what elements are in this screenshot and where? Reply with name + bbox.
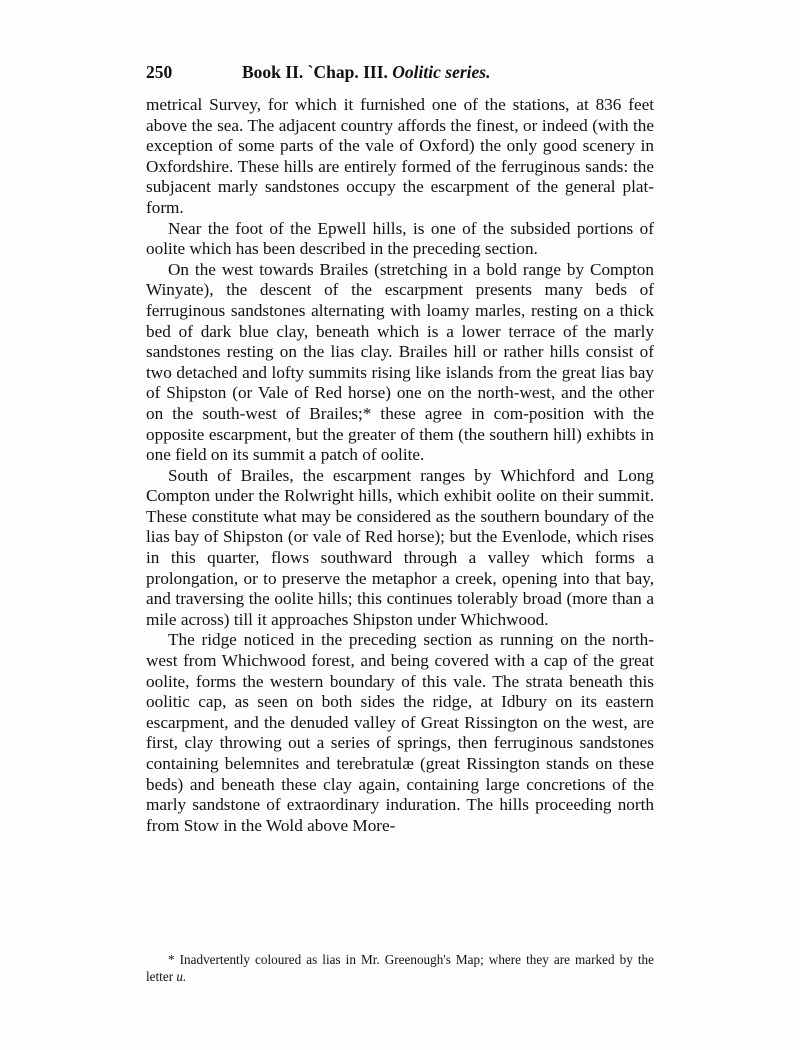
series-label: Oolitic series. <box>392 62 491 82</box>
paragraph: South of Brailes, the escarpment ranges by Whichford and Long Compton under the Rolwright hills, which exhibit oolite on their summit. These constitute what may be considered as the southern boundary of the lias bay of Shipston (or vale of Red horse); but the Evenlode, which rises in this quarter, flows southward through a valley which forms a prolongation, or to preserve the metaphor a creek, opening into that bay, and traversing the oolite hills; this continues tolerably broad (more than a mile across) till it approaches Shipston under Whichwood. <box>146 465 654 629</box>
running-header <box>146 62 656 90</box>
chapter-label: `Chap. III. <box>307 62 388 82</box>
book-label: Book II. <box>242 62 304 82</box>
paragraph: Near the foot of the Epwell hills, is one of the subsided portions of oolite which has been described in the preceding section. <box>146 218 654 259</box>
paragraph: The ridge noticed in the preceding section as running on the north-west from Whichwood forest, and being covered with a cap of the great oolite, forms the western boundary of this vale. The strata beneath this oolitic cap, as seen on both sides the ridge, at Idbury on its eastern escarpment, and the denuded valley of Great Rissington on the west, are first, clay throwing out a series of springs, then ferruginous sandstones containing belemnites and terebratulæ (great Rissington stands on these beds) and beneath these clay again, containing large concretions of the marly sandstone of extraordinary induration. The hills proceeding north from Stow in the Wold above More- <box>146 630 654 835</box>
footnote <box>146 951 654 985</box>
body-text <box>146 95 654 836</box>
footnote-letter: u. <box>176 969 187 984</box>
paragraph: On the west towards Brailes (stretching in a bold range by Compton Winyate), the descent of the escarpment presents many beds of ferruginous sandstones alternating with loamy marles, resting on a thick bed of dark blue clay, beneath which is a lower terrace of the marly sandstones resting on the lias clay. Brailes hill or rather hills consist of two detached and lofty summits rising like islands from the great lias bay of Shipston (or Vale of Red horse) one on the north-west, and the other on the south-west of Brailes;* these agree in com-position with the opposite escarpment, but the greater of them (the southern hill) exhibts in one field on its summit a patch of oolite. <box>146 259 654 465</box>
page-number: 250 <box>146 62 173 82</box>
running-title <box>242 62 490 83</box>
footnote-text: * Inadvertently coloured as lias in Mr. Greenough's Map; where they are marked by the letter <box>146 952 654 984</box>
paragraph: metrical Survey, for which it furnished one of the stations, at 836 feet above the sea. The adjacent country affords the finest, or indeed (with the exception of some parts of the vale of Oxford) the only good scenery in Oxfordshire. These hills are entirely formed of the ferruginous sands: the subjacent marly sandstones occupy the escarpment of the general plat-form. <box>146 95 654 217</box>
